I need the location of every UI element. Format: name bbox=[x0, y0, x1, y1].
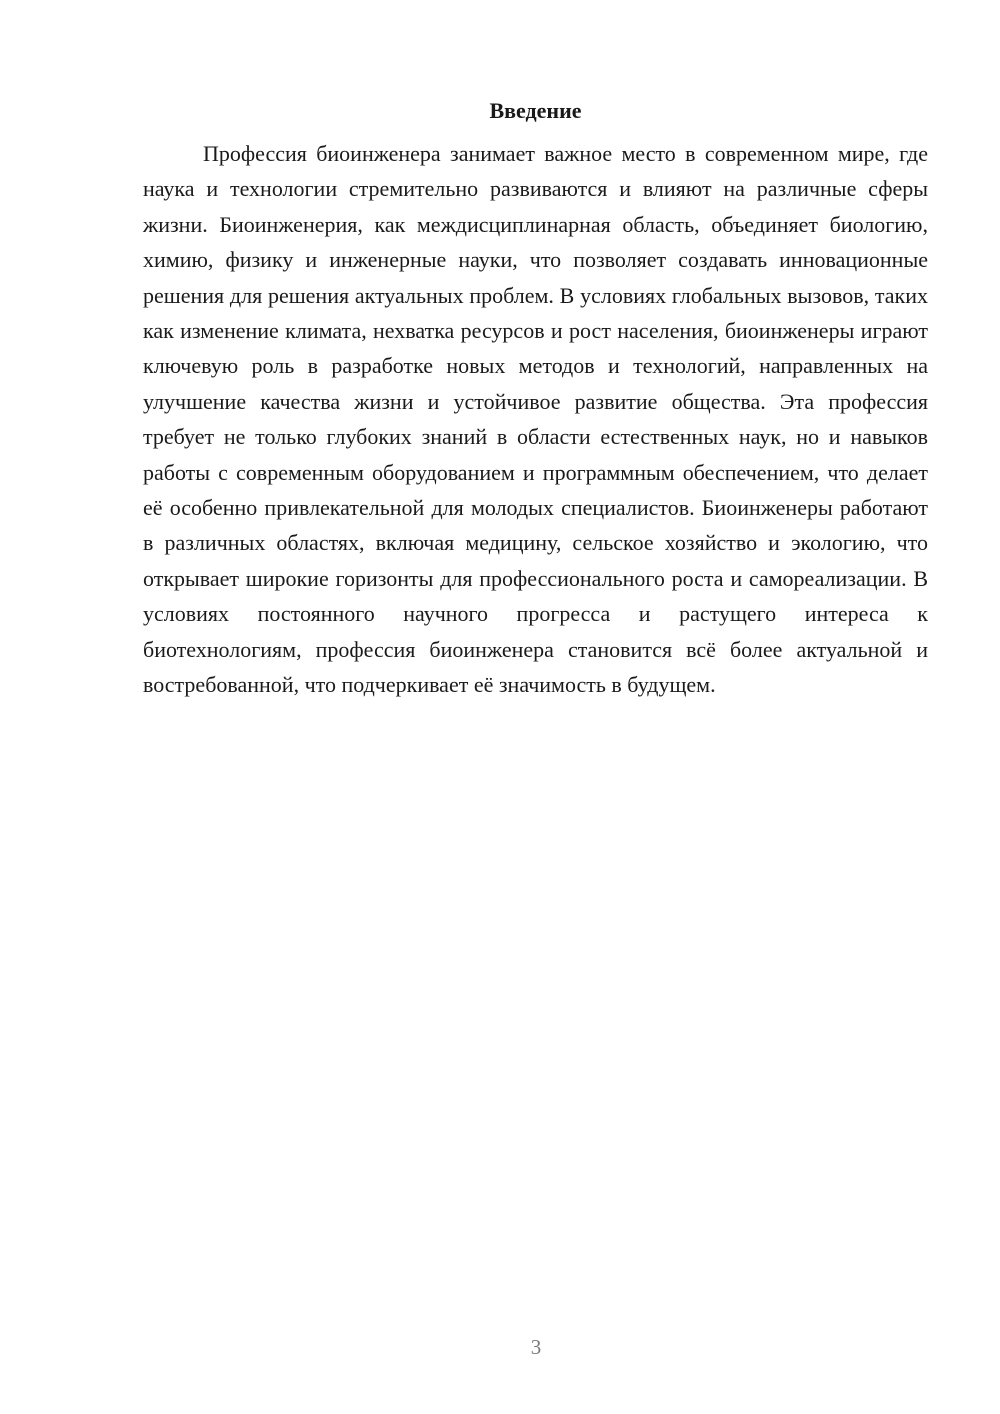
page-content bbox=[143, 96, 928, 703]
page-number: 3 bbox=[530, 1335, 542, 1359]
body-paragraph: Профессия биоинженера занимает важное место в современном мире, где наука и технологии стремительно развиваются и влияют на различные сферы жизни. Биоинженерия, как междисциплинарная область, объединяет биологию, химию, физику и инженерные науки, что позволяет создавать инновационные решения для решения актуальных проблем. В условиях глобальных вызовов, таких как изменение климата, нехватка ресурсов и рост населения, биоинженеры играют ключевую роль в разработке новых методов и технологий, направленных на улучшение качества жизни и устойчивое развитие общества. Эта профессия требует не только глубоких знаний в области естественных наук, но и навыков работы с современным оборудованием и программным обеспечением, что делает её особенно привлекательной для молодых специалистов. Биоинженеры работают в различных областях, включая медицину, сельское хозяйство и экологию, что открывает широкие горизонты для профессионального роста и самореализации. В условиях постоянного научного прогресса и растущего интереса к биотехнологиям, профессия биоинженера становится всё более актуальной и востребованной, что подчеркивает её значимость в будущем. bbox=[143, 141, 928, 698]
section-title: Введение bbox=[489, 98, 582, 123]
